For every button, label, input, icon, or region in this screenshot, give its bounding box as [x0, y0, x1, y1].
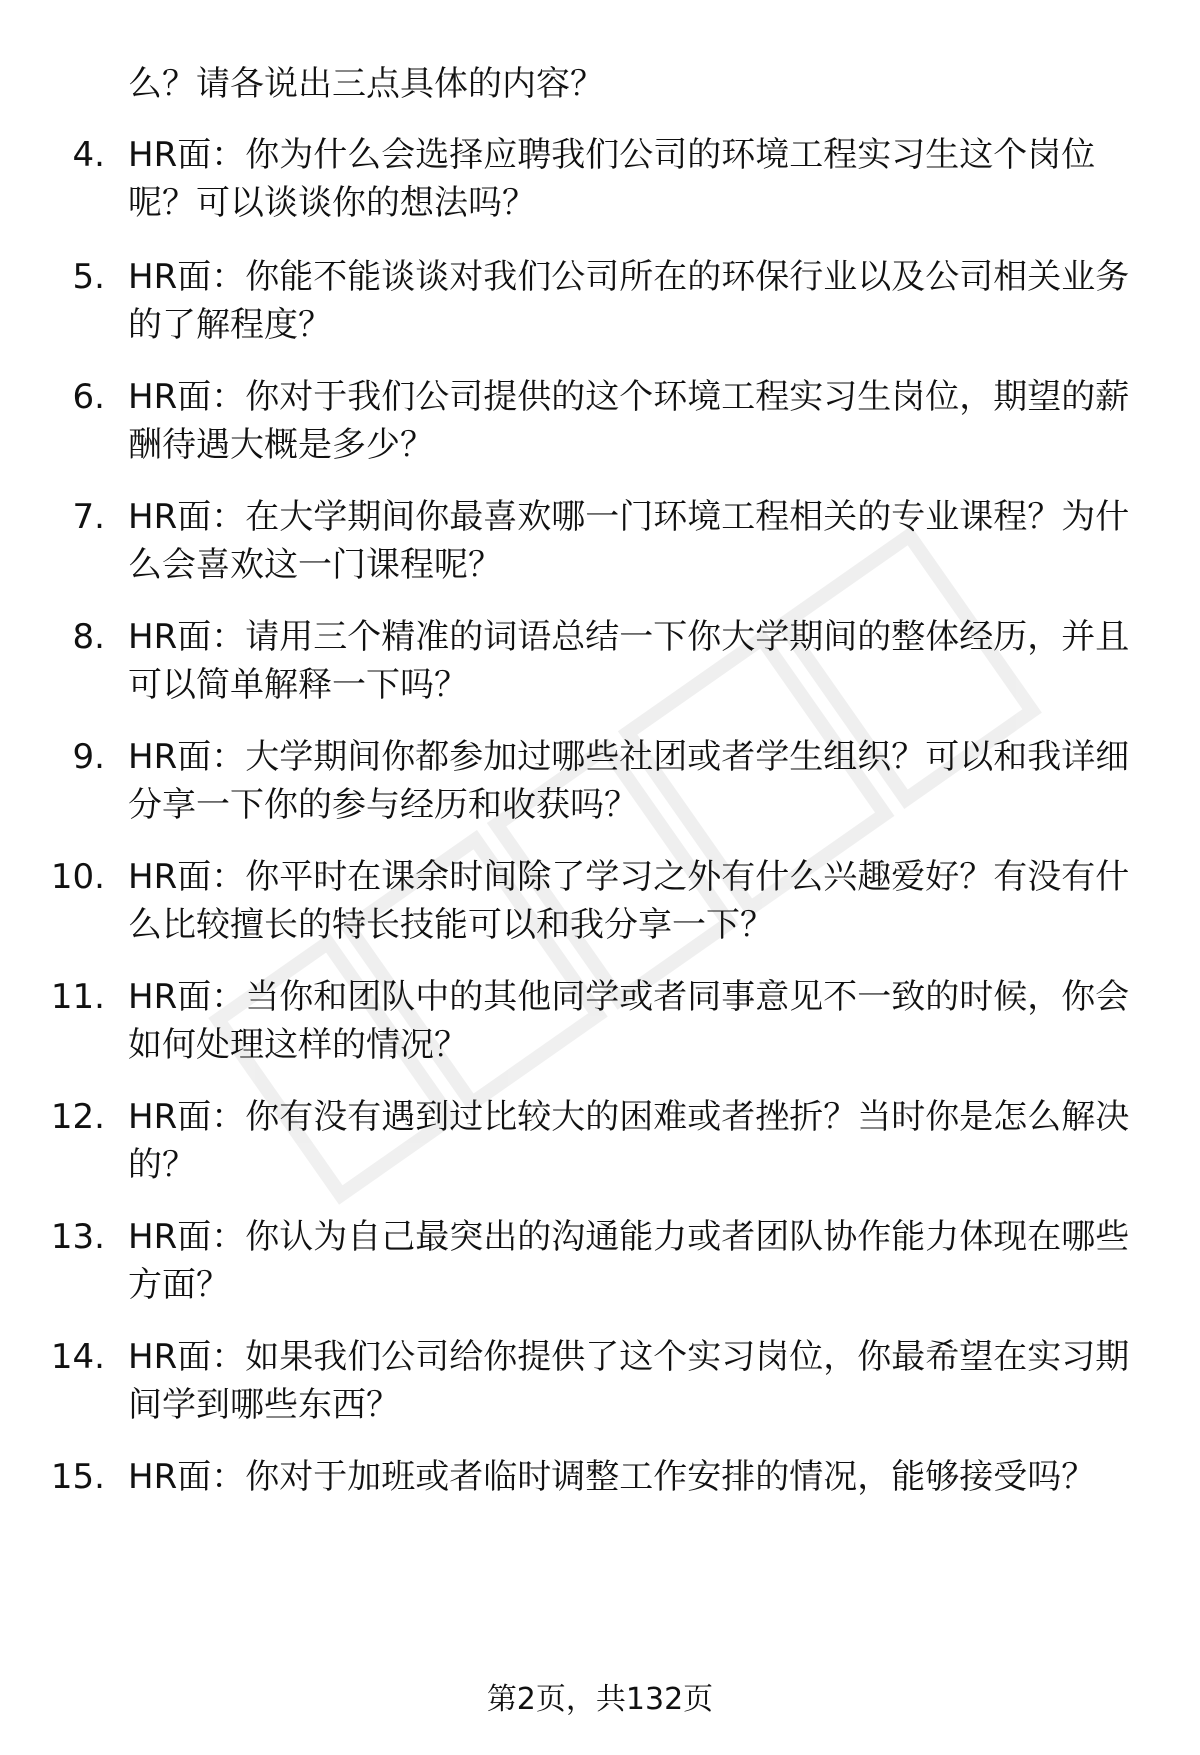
page-footer [0, 1680, 1200, 1720]
question-text: 么？请各说出三点具体的内容？ [128, 64, 604, 104]
question-number: 15. [50, 1457, 105, 1497]
question-number: 9. [72, 737, 105, 777]
question-number: 6. [72, 377, 105, 417]
question-number: 13. [50, 1217, 105, 1257]
page-number-label: 第2页，共132页 [486, 1682, 714, 1717]
question-number: 4. [72, 135, 105, 175]
question-number: 10. [50, 857, 105, 897]
question-text: HR面：你对于加班或者临时调整工作安排的情况，能够接受吗？ [128, 1457, 1096, 1497]
question-number: 14. [50, 1337, 105, 1377]
question-text: HR面：当你和团队中的其他同学或者同事意见不一致的时候，你会如何处理这样的情况？ [128, 977, 1130, 1065]
question-number: 11. [50, 977, 105, 1017]
question-text: HR面：请用三个精准的词语总结一下你大学期间的整体经历，并且可以简单解释一下吗？ [128, 617, 1130, 705]
question-number: 8. [72, 617, 105, 657]
question-text: HR面：你为什么会选择应聘我们公司的环境工程实习生这个岗位呢？可以谈谈你的想法吗？ [128, 135, 1096, 223]
question-text: HR面：在大学期间你最喜欢哪一门环境工程相关的专业课程？为什么会喜欢这一门课程呢？ [128, 497, 1130, 585]
question-text: HR面：你有没有遇到过比较大的困难或者挫折？当时你是怎么解决的？ [128, 1097, 1130, 1185]
question-number: 12. [50, 1097, 105, 1137]
question-number: 5. [72, 257, 105, 297]
question-text: HR面：你能不能谈谈对我们公司所在的环保行业以及公司相关业务的了解程度？ [128, 257, 1130, 345]
question-text: HR面：如果我们公司给你提供了这个实习岗位，你最希望在实习期间学到哪些东西？ [128, 1337, 1130, 1425]
question-text: HR面：你平时在课余时间除了学习之外有什么兴趣爱好？有没有什么比较擅长的特长技能可以和我分享一下？ [128, 857, 1130, 945]
question-text: HR面：大学期间你都参加过哪些社团或者学生组织？可以和我详细分享一下你的参与经历和收获吗？ [128, 737, 1130, 825]
question-text: HR面：你认为自己最突出的沟通能力或者团队协作能力体现在哪些方面？ [128, 1217, 1130, 1305]
question-text: HR面：你对于我们公司提供的这个环境工程实习生岗位，期望的薪酬待遇大概是多少？ [128, 377, 1130, 465]
question-number: 7. [72, 497, 105, 537]
